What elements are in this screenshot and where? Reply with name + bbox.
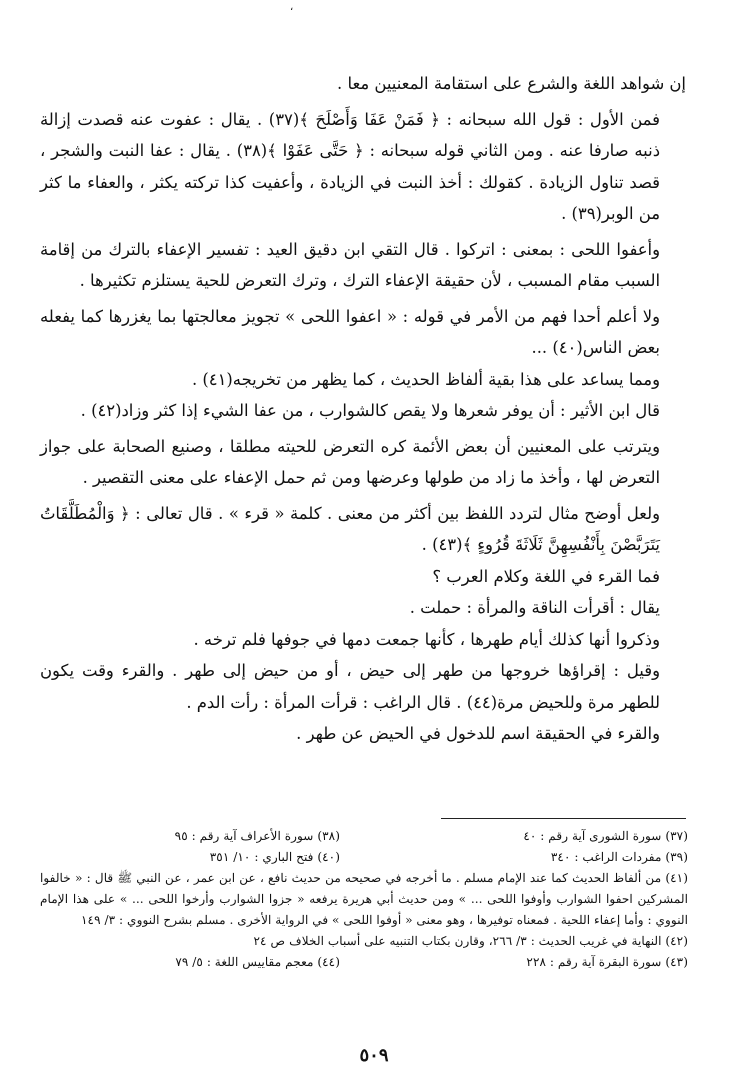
footnote-44: (٤٤) معجم مقاييس اللغة : ٥/ ٧٩ (175, 955, 340, 969)
footnote-39: (٣٩) مفردات الراغب : ٣٤٠ (550, 850, 688, 864)
paragraph-3: وأعفوا اللحى : بمعنى : اتركوا . قال التقي ابن دقيق العيد : تفسير الإعفاء بالترك من إقامة السبب مقام المسبب ، لأن حقيقة الإعفاء الترك ، وترك التعرض للحية يستلزم تكثيرها . (40, 239, 660, 290)
paragraph-9: فما القرء في اللغة وكلام العرب ؟ (432, 566, 660, 586)
paragraph-11: وذكروا أنها كذلك أيام طهرها ، كأنها جمعت دمها في جوفها فلم ترخه . (193, 629, 660, 649)
page-number: ٥٠٩ (359, 1045, 389, 1066)
footnote-row (40, 847, 688, 868)
paragraph-10: يقال : أقرأت الناقة والمرأة : حملت . (409, 598, 660, 617)
paragraph-7: ويترتب على المعنيين أن بعض الأئمة كره التعرض للحيته مطلقا ، وصنيع الصحابة على جواز التعرض لها ، وأخذ ما زاد من طولها وعرضها ومن ثم حمل الإعفاء على معنى التقصير . (40, 436, 660, 487)
paragraph-12: وقيل : إقراؤها خروجها من طهر إلى حيض ، أو من حيض إلى طهر . والقرء وقت يكون للطهر مرة وللحيض مرة(٤٤) . قال الراغب : قرأت المرأة : رأت الدم . (40, 661, 660, 712)
paragraph-4: ولا أعلم أحدا فهم من الأمر في قوله : « اعفوا اللحى » تجويز معالجتها بما يغزرها كما يفعله بعض الناس(٤٠) ... (40, 306, 660, 357)
paragraph-6: قال ابن الأثير : أن يوفر شعرها ولا يقص كالشوارب ، من عفا الشيء إذا كثر وزاد(٤٢) . (80, 401, 660, 420)
paragraph-13: والقرء في الحقيقة اسم للدخول في الحيض عن طهر . (296, 724, 660, 743)
paragraph-2: فمن الأول : قول الله سبحانه : ﴿ فَمَنْ عَفَا وَأَصْلَحَ ﴾(٣٧) . يقال : عفوت عنه قصدت إزالة ذنبه صارفا عنه . ومن الثاني قوله سبحانه : ﴿ حَتَّى عَفَوْا ﴾(٣٨) . يقال : عفا النبت والشجر ، قصد تناول الزيادة . كقولك : أخذ النبت في الزيادة ، وأعفيت كذا تركته يكثر ، والعفاء ما كثر من الوبر(٣٩) . (40, 109, 660, 223)
footnote-row (40, 952, 688, 973)
paragraph-8: ولعل أوضح مثال لتردد اللفظ بين أكثر من معنى . كلمة « قرء » . قال تعالى : ﴿ وَالْمُطَلَّقَاتُ يَتَرَبَّصْنَ بِأَنْفُسِهِنَّ ثَلَاثَةَ قُرُوءٍ ﴾(٤٣) . (40, 503, 660, 554)
footnote-row (40, 826, 688, 847)
paragraph-5: ومما يساعد على هذا بقية ألفاظ الحديث ، كما يظهر من تخريجه(٤١) . (191, 369, 660, 389)
footnote-separator (441, 818, 686, 819)
top-mark: ، (290, 2, 294, 13)
body-text (40, 68, 686, 750)
footnote-42: (٤٢) النهاية في غريب الحديث : ٣/ ٢٦٦، وقارن بكتاب التنبيه على أسباب الخلاف ص ٢٤ (253, 934, 688, 948)
paragraph-1: إن شواهد اللغة والشرع على استقامة المعنيين معا . (337, 74, 686, 93)
footnote-38: (٣٨) سورة الأعراف آية رقم : ٩٥ (174, 829, 340, 843)
footnotes (40, 826, 688, 973)
footnote-37: (٣٧) سورة الشورى آية رقم : ٤٠ (523, 829, 688, 843)
footnote-40: (٤٠) فتح الباري : ١٠/ ٣٥١ (209, 850, 340, 864)
footnote-41: (٤١) من ألفاظ الحديث كما عند الإمام مسلم . ما أخرجه في صحيحه من حديث نافع ، عن ابن عمر ، عن النبي ﷺ قال : « خالفوا المشركين احفوا الشوارب وأوفوا اللحى ... » ومن حديث أبي هريرة يرفعه « جزوا الشوارب وأرخوا اللحى ... » على هذا الإمام النووي : وأما إعفاء اللحية . فمعناه توفيرها ، وهو معنى « أوفوا اللحى » في الرواية الأخرى . مسلم بشرح النووي : ٣/ ١٤٩ (40, 871, 688, 927)
footnote-43: (٤٣) سورة البقرة آية رقم : ٢٢٨ (526, 955, 688, 969)
